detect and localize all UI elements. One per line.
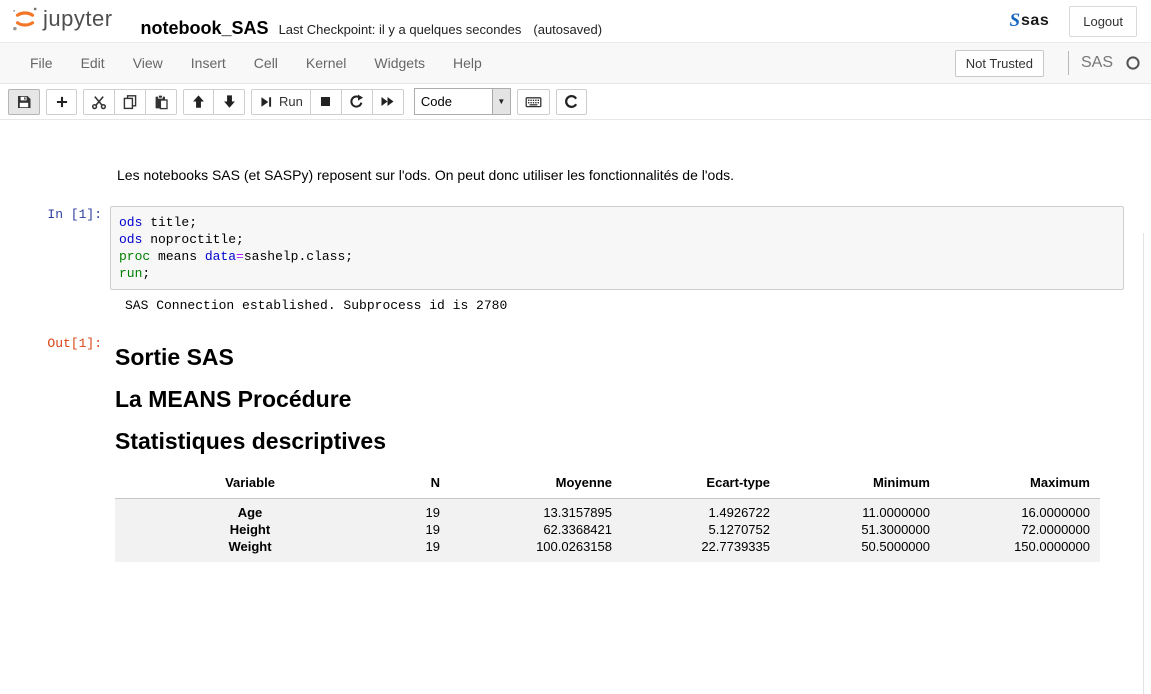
header-bar	[0, 0, 1151, 42]
table-cell: 5.1270752	[708, 522, 770, 537]
cell-type-select[interactable]	[414, 88, 511, 115]
logout-button[interactable]: Logout	[1069, 6, 1137, 37]
code-token: sashelp.class;	[243, 249, 354, 264]
cut-cell-button[interactable]	[83, 89, 115, 115]
cell-type-value: Code	[420, 94, 452, 109]
table-cell: 22.7739335	[701, 539, 770, 554]
markdown-prompt-spacer	[0, 165, 110, 185]
table-cell: 16.0000000	[1021, 505, 1090, 520]
table-cell: 19	[425, 539, 440, 554]
notebook-right-border	[1143, 233, 1144, 694]
restart-kernel-button[interactable]	[342, 89, 373, 115]
code-token: title;	[142, 215, 198, 230]
jupyter-logo-icon	[10, 4, 40, 34]
toolbar	[0, 84, 1151, 120]
checkpoint-text: Last Checkpoint: il y a quelques secondes	[278, 21, 522, 37]
arrow-down-icon	[222, 94, 237, 109]
jupyter-wordmark: jupyter	[43, 5, 113, 31]
plus-icon	[55, 95, 69, 109]
column-header: Ecart-type	[622, 469, 780, 499]
stream-output-row	[0, 297, 1124, 314]
paste-cell-button[interactable]	[146, 89, 177, 115]
code-token: ods	[119, 232, 143, 247]
markdown-cell[interactable]	[0, 165, 1124, 185]
kernel-name: SAS	[1080, 54, 1113, 71]
command-palette-button[interactable]	[517, 89, 550, 115]
code-token: noproctitle;	[142, 232, 244, 247]
menu-item-widgets[interactable]: Widgets	[374, 55, 425, 71]
menu-item-cell[interactable]: Cell	[253, 55, 278, 71]
table-cell: 19	[425, 505, 440, 520]
menubar	[0, 42, 1151, 84]
sas-output-heading: La MEANS Procédure	[115, 386, 352, 412]
restart-run-all-button[interactable]	[373, 89, 404, 115]
chevron-down-icon: ▼	[492, 89, 510, 114]
interrupt-kernel-button[interactable]	[311, 89, 342, 115]
run-button-label: Run	[279, 94, 303, 109]
extension-button[interactable]	[556, 89, 587, 115]
table-cell: 100.0263158	[536, 539, 612, 554]
sas-logo-icon: S	[1009, 10, 1021, 31]
sas-output	[110, 343, 1124, 562]
markdown-text: Les notebooks SAS (et SASPy) reposent sur l'ods. On peut donc utiliser les fonctionnalités de l'ods.	[117, 167, 735, 183]
code-editor[interactable]	[119, 214, 1115, 282]
notebook-area	[0, 120, 1151, 562]
add-cell-button[interactable]	[46, 89, 77, 115]
column-header: Maximum	[940, 469, 1100, 499]
scissors-icon	[91, 94, 107, 110]
table-row	[115, 521, 1100, 538]
sas-logo	[1009, 10, 1049, 32]
code-token: run	[119, 266, 143, 281]
code-cell[interactable]	[0, 206, 1124, 290]
circle-notch-icon	[564, 94, 579, 109]
table-cell: 150.0000000	[1014, 539, 1090, 554]
code-token: ;	[142, 266, 151, 281]
fast-forward-icon	[380, 94, 395, 109]
jupyter-logo[interactable]	[10, 4, 113, 34]
notebook-title[interactable]: notebook_SAS	[140, 17, 269, 38]
code-input-area[interactable]	[110, 206, 1124, 290]
table-cell: 51.3000000	[861, 522, 930, 537]
menu-item-help[interactable]: Help	[452, 55, 482, 71]
move-cell-up-button[interactable]	[183, 89, 214, 115]
row-header: Weight	[228, 539, 272, 554]
table-cell: 1.4926722	[708, 505, 770, 520]
column-header: N	[385, 469, 450, 499]
kernel-idle-icon	[1125, 55, 1141, 71]
column-header: Minimum	[780, 469, 940, 499]
save-icon	[16, 94, 32, 110]
sas-table	[115, 469, 1100, 562]
stream-output-text: SAS Connection established. Subprocess id is 2780	[125, 298, 508, 313]
output-prompt: Out[1]:	[47, 336, 102, 351]
save-button[interactable]	[8, 89, 40, 115]
code-token: means	[150, 249, 205, 264]
sas-table-body	[115, 499, 1100, 563]
copy-icon	[122, 94, 138, 110]
sas-output-heading: Statistiques descriptives	[115, 428, 386, 454]
menu-item-insert[interactable]: Insert	[190, 55, 226, 71]
not-trusted-button[interactable]: Not Trusted	[955, 50, 1044, 77]
sas-table-head	[115, 469, 1100, 499]
kernel-divider	[1068, 51, 1069, 75]
code-token: data	[204, 249, 237, 264]
menu-item-file[interactable]: File	[30, 55, 53, 71]
row-header: Height	[229, 522, 271, 537]
output-cell	[0, 335, 1124, 562]
paste-icon	[153, 94, 169, 110]
column-header: Variable	[115, 469, 385, 499]
menubar-items	[16, 43, 496, 83]
table-cell: 62.3368421	[543, 522, 612, 537]
table-row	[115, 499, 1100, 522]
table-row	[115, 538, 1100, 562]
table-cell: 19	[425, 522, 440, 537]
stop-icon	[318, 94, 333, 109]
autosaved-text: (autosaved)	[533, 21, 603, 37]
menu-item-kernel[interactable]: Kernel	[305, 55, 347, 71]
sas-logo-wordmark: sas	[1021, 12, 1050, 29]
sas-table-header-row	[115, 469, 1100, 499]
stream-prompt-spacer	[0, 297, 110, 314]
run-cell-button[interactable]	[251, 89, 311, 115]
column-header: Moyenne	[450, 469, 622, 499]
step-forward-icon	[259, 95, 273, 109]
input-prompt: In [1]:	[47, 207, 102, 222]
code-token: proc	[119, 249, 151, 264]
code-token: ods	[119, 215, 143, 230]
table-cell: 50.5000000	[861, 539, 930, 554]
copy-cell-button[interactable]	[115, 89, 146, 115]
menu-item-edit[interactable]: Edit	[80, 55, 105, 71]
table-cell: 72.0000000	[1021, 522, 1090, 537]
arrow-up-icon	[191, 94, 206, 109]
code-token: =	[236, 249, 244, 264]
move-cell-down-button[interactable]	[214, 89, 245, 115]
menu-item-view[interactable]: View	[132, 55, 163, 71]
keyboard-icon	[525, 94, 542, 110]
restart-icon	[349, 94, 364, 109]
table-cell: 13.3157895	[543, 505, 612, 520]
sas-output-heading: Sortie SAS	[115, 344, 234, 370]
row-header: Age	[237, 505, 263, 520]
table-cell: 11.0000000	[862, 505, 930, 520]
